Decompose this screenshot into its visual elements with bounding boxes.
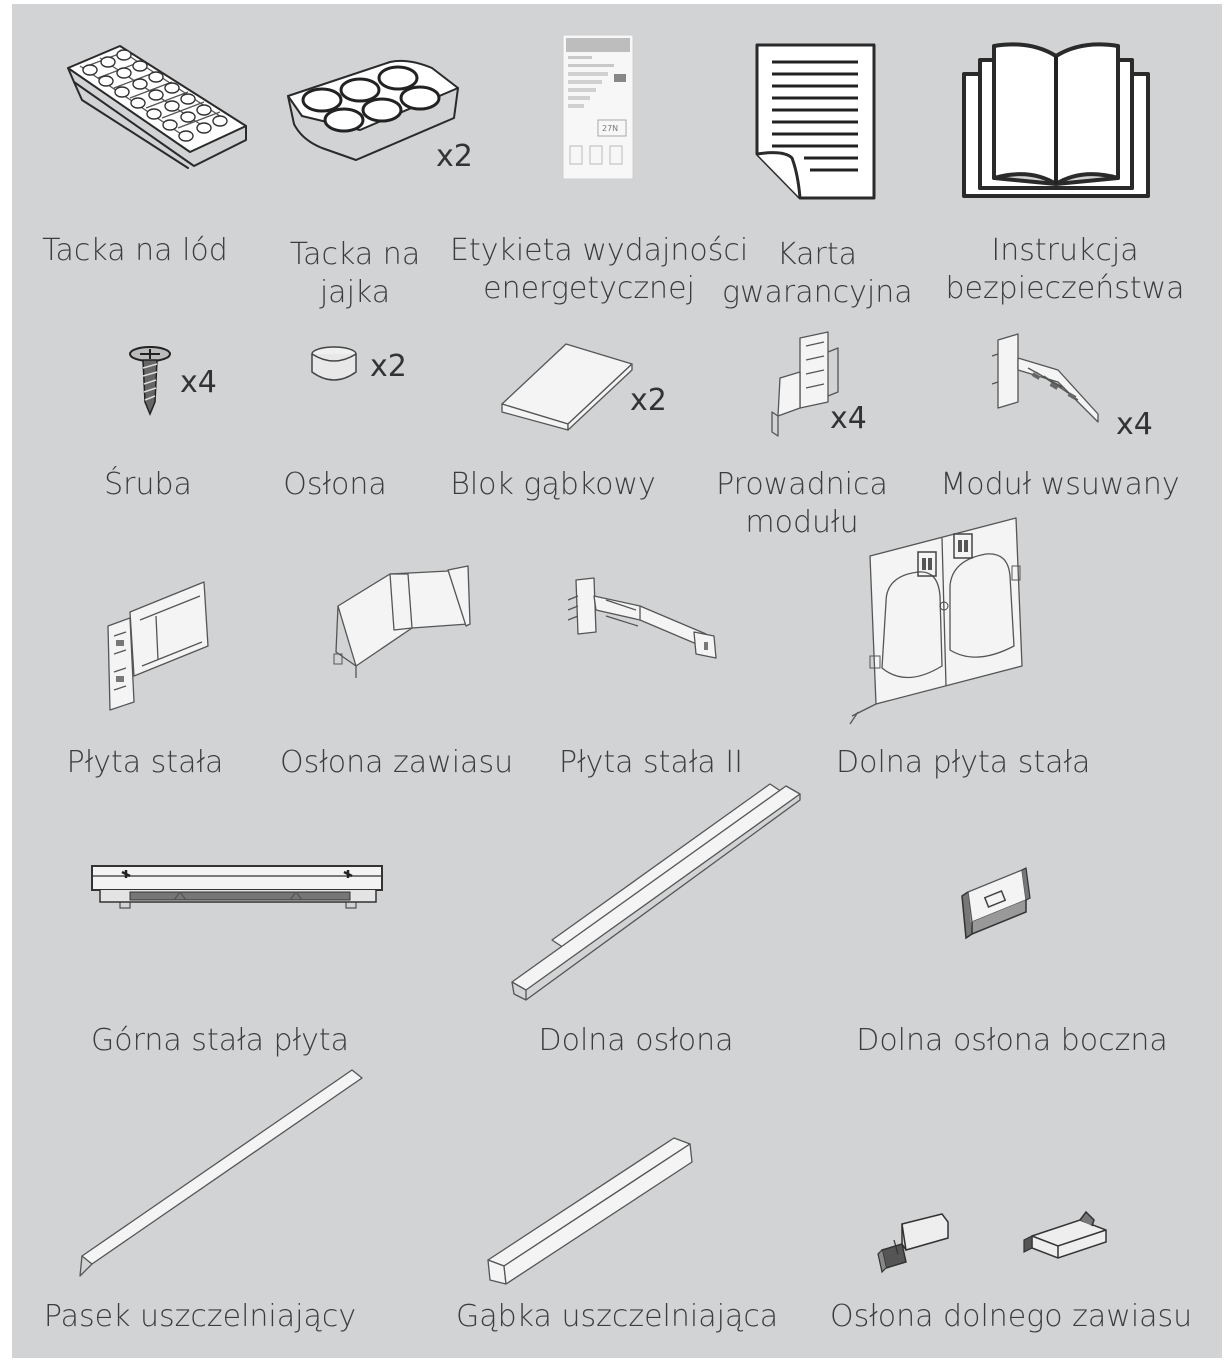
module-guide-illustration — [766, 332, 866, 442]
sliding-module-illustration — [988, 330, 1153, 442]
egg-tray-illustration — [282, 58, 472, 178]
ice-tray-illustration — [60, 40, 255, 175]
sliding-module-quantity: x4 — [1116, 407, 1153, 442]
sealing-sponge-label: Gąbka uszczelniająca — [456, 1299, 779, 1334]
hinge-cover-illustration — [330, 566, 480, 682]
warranty-card-illustration — [754, 42, 878, 202]
fixed-plate-label: Płyta stała — [66, 745, 224, 780]
lower-hinge-cover-illustration — [876, 1210, 1116, 1274]
lower-hinge-cover-label: Osłona dolnego zawiasu — [830, 1299, 1193, 1334]
lower-fixed-plate-label: Dolna płyta stała — [836, 745, 1091, 780]
cover-quantity: x2 — [370, 349, 407, 384]
energy-label-illustration — [562, 34, 634, 180]
egg-tray-label — [270, 236, 440, 312]
warranty-card-label-line1: Karta — [776, 237, 857, 272]
safety-manual-illustration — [960, 38, 1152, 200]
module-guide-label-line1: Prowadnica — [716, 467, 888, 502]
lower-cover-label: Dolna osłona — [538, 1023, 734, 1058]
egg-tray-quantity: x2 — [436, 139, 473, 174]
screw-label: Śruba — [104, 467, 192, 502]
cover-illustration — [308, 344, 408, 388]
lower-side-cover-label: Dolna osłona boczna — [856, 1023, 1168, 1058]
energy-label-class-value: 27N — [602, 124, 619, 133]
screw-illustration — [126, 344, 216, 416]
sponge-block-illustration — [498, 340, 668, 430]
safety-manual-label — [940, 232, 1190, 308]
sponge-block-label: Blok gąbkowy — [450, 467, 656, 502]
fixed-plate-illustration — [104, 576, 214, 712]
warranty-card-label — [722, 236, 912, 312]
upper-fixed-plate-label: Górna stała płyta — [90, 1023, 350, 1058]
lower-side-cover-illustration — [956, 866, 1032, 942]
warranty-card-label-line2: gwarancyjna — [722, 275, 913, 310]
energy-label-label — [450, 232, 749, 308]
energy-label-label-line1: Etykieta wydajności — [450, 233, 749, 268]
energy-label-label-line2: energetycznej — [483, 271, 695, 306]
fixed-plate-ii-illustration — [566, 576, 722, 666]
sliding-module-label: Moduł wsuwany — [940, 467, 1180, 502]
lower-fixed-plate-illustration — [846, 516, 1026, 728]
sealing-strip-label: Pasek uszczelniający — [43, 1299, 357, 1334]
ice-tray-label: Tacka na lód — [42, 233, 228, 268]
module-guide-quantity: x4 — [830, 401, 867, 436]
safety-manual-label-line2: bezpieczeństwa — [945, 271, 1185, 306]
hinge-cover-label: Osłona zawiasu — [280, 745, 514, 780]
cover-label: Osłona — [283, 467, 387, 502]
sponge-block-quantity: x2 — [630, 383, 667, 418]
upper-fixed-plate-illustration — [90, 862, 386, 918]
sealing-strip-illustration — [76, 1066, 366, 1280]
lower-cover-illustration — [508, 778, 804, 1000]
egg-tray-label-line1: Tacka na — [289, 237, 421, 272]
module-guide-label-line2: modułu — [745, 505, 859, 540]
safety-manual-label-line1: Instrukcja — [991, 233, 1139, 268]
sealing-sponge-illustration — [484, 1134, 698, 1286]
egg-tray-label-line2: jajka — [319, 275, 391, 310]
fixed-plate-ii-label: Płyta stała II — [559, 745, 743, 780]
screw-quantity: x4 — [180, 365, 217, 400]
